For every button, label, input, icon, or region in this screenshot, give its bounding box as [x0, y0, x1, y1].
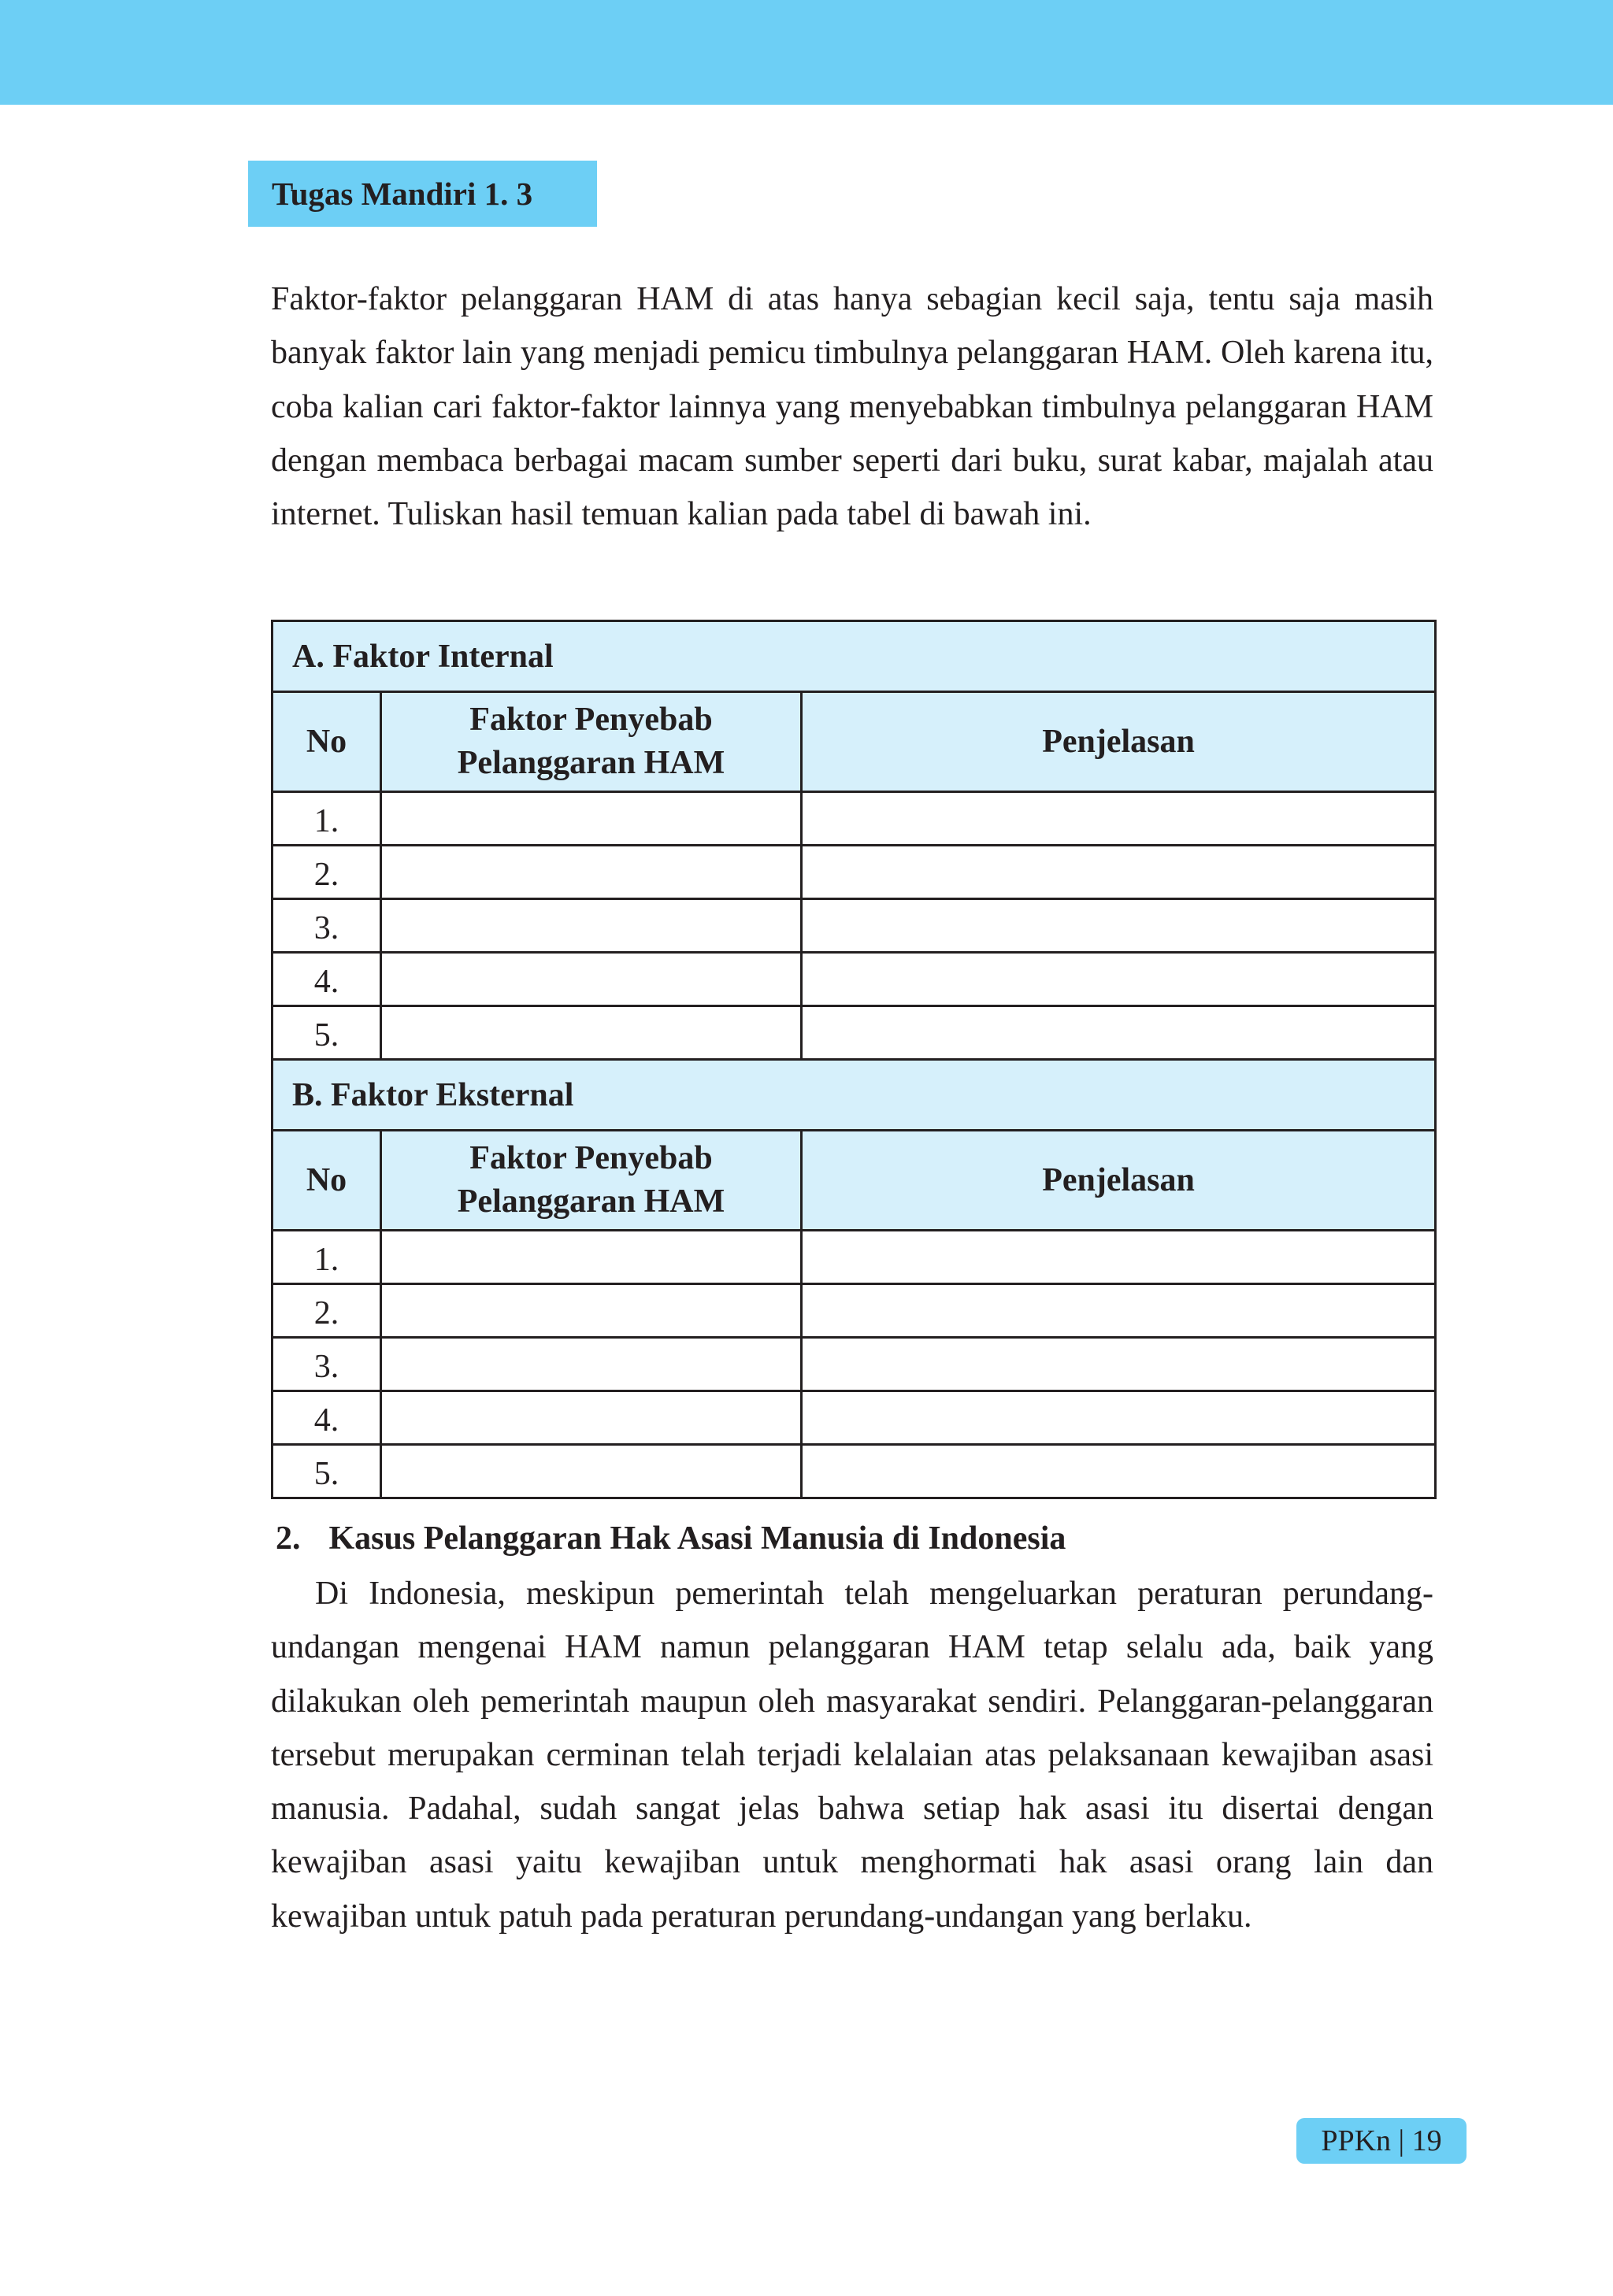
table-row — [273, 1284, 1436, 1338]
faktor-cell — [381, 1445, 802, 1498]
header-faktor — [381, 1131, 802, 1231]
table-row — [273, 1445, 1436, 1498]
faktor-cell — [381, 1391, 802, 1445]
section-2-paragraph: Di Indonesia, meskipun pemerintah telah mengeluarkan peraturan perundang-undangan mengenai HAM namun pelanggaran HAM tetap selalu ada, baik yang dilakukan oleh pemerintah maupun oleh masyarakat sendiri. Pelanggaran-pelanggaran tersebut merupakan cerminan telah terjadi kelalaian atas pelaksanaan kewajiban asasi manusia. Padahal, sudah sangat jelas bahwa setiap hak asasi itu disertai dengan kewajiban asasi yaitu kewajiban untuk menghormati hak asasi orang lain dan kewajiban untuk patuh pada peraturan perundang-undangan yang berlaku. — [271, 1576, 1433, 1935]
row-number: 2. — [273, 1284, 381, 1338]
table-row — [273, 792, 1436, 846]
page-number-badge — [1296, 2118, 1467, 2164]
header-faktor-line2: Pelanggaran HAM — [457, 1183, 725, 1220]
faktor-cell — [381, 1338, 802, 1391]
section-2-title: Kasus Pelanggaran Hak Asasi Manusia di Indonesia — [328, 1520, 1066, 1557]
section-2-number: 2. — [276, 1520, 301, 1557]
header-penjelasan: Penjelasan — [802, 692, 1436, 792]
row-number: 3. — [273, 899, 381, 953]
task-table — [271, 620, 1437, 1499]
faktor-cell — [381, 899, 802, 953]
table-row — [273, 899, 1436, 953]
penjelasan-cell — [802, 1445, 1436, 1498]
table-header-row — [273, 1131, 1436, 1231]
header-no: No — [273, 692, 381, 792]
table-header-row — [273, 692, 1436, 792]
task-title: Tugas Mandiri 1. 3 — [272, 176, 533, 212]
penjelasan-cell — [802, 1338, 1436, 1391]
table-row — [273, 1391, 1436, 1445]
penjelasan-cell — [802, 846, 1436, 899]
faktor-cell — [381, 1006, 802, 1060]
row-number: 4. — [273, 953, 381, 1006]
header-faktor-line1: Faktor Penyebab — [469, 702, 713, 738]
section-title: B. Faktor Eksternal — [273, 1060, 1436, 1131]
table-row — [273, 1231, 1436, 1284]
header-faktor-line1: Faktor Penyebab — [469, 1140, 713, 1176]
section-title-row — [273, 621, 1436, 692]
penjelasan-cell — [802, 899, 1436, 953]
faktor-cell — [381, 792, 802, 846]
section-title-row — [273, 1060, 1436, 1131]
page-label: PPKn | 19 — [1321, 2124, 1442, 2157]
task-title-box — [248, 161, 597, 227]
penjelasan-cell — [802, 1284, 1436, 1338]
penjelasan-cell — [802, 953, 1436, 1006]
header-penjelasan: Penjelasan — [802, 1131, 1436, 1231]
row-number: 3. — [273, 1338, 381, 1391]
row-number: 1. — [273, 1231, 381, 1284]
table-row — [273, 846, 1436, 899]
table-row — [273, 1338, 1436, 1391]
header-faktor-line2: Pelanggaran HAM — [457, 745, 725, 781]
table-row — [273, 953, 1436, 1006]
row-number: 4. — [273, 1391, 381, 1445]
section-title: A. Faktor Internal — [273, 621, 1436, 692]
row-number: 2. — [273, 846, 381, 899]
penjelasan-cell — [802, 1231, 1436, 1284]
faktor-cell — [381, 846, 802, 899]
faktor-cell — [381, 953, 802, 1006]
row-number: 5. — [273, 1445, 381, 1498]
row-number: 5. — [273, 1006, 381, 1060]
header-faktor — [381, 692, 802, 792]
table-row — [273, 1006, 1436, 1060]
intro-paragraph: Faktor-faktor pelanggaran HAM di atas hanya sebagian kecil saja, tentu saja masih banyak faktor lain yang menjadi pemicu timbulnya pelanggaran HAM. Oleh karena itu, coba kalian cari faktor-faktor lainnya yang menyebabkan timbulnya pelanggaran HAM dengan membaca berbagai macam sumber seperti dari buku, surat kabar, majalah atau internet. Tuliskan hasil temuan kalian pada tabel di bawah ini. — [271, 281, 1433, 533]
penjelasan-cell — [802, 1391, 1436, 1445]
top-color-band — [0, 0, 1613, 105]
row-number: 1. — [273, 792, 381, 846]
section-2-heading — [276, 1520, 1066, 1557]
penjelasan-cell — [802, 792, 1436, 846]
faktor-cell — [381, 1231, 802, 1284]
penjelasan-cell — [802, 1006, 1436, 1060]
header-no: No — [273, 1131, 381, 1231]
faktor-cell — [381, 1284, 802, 1338]
